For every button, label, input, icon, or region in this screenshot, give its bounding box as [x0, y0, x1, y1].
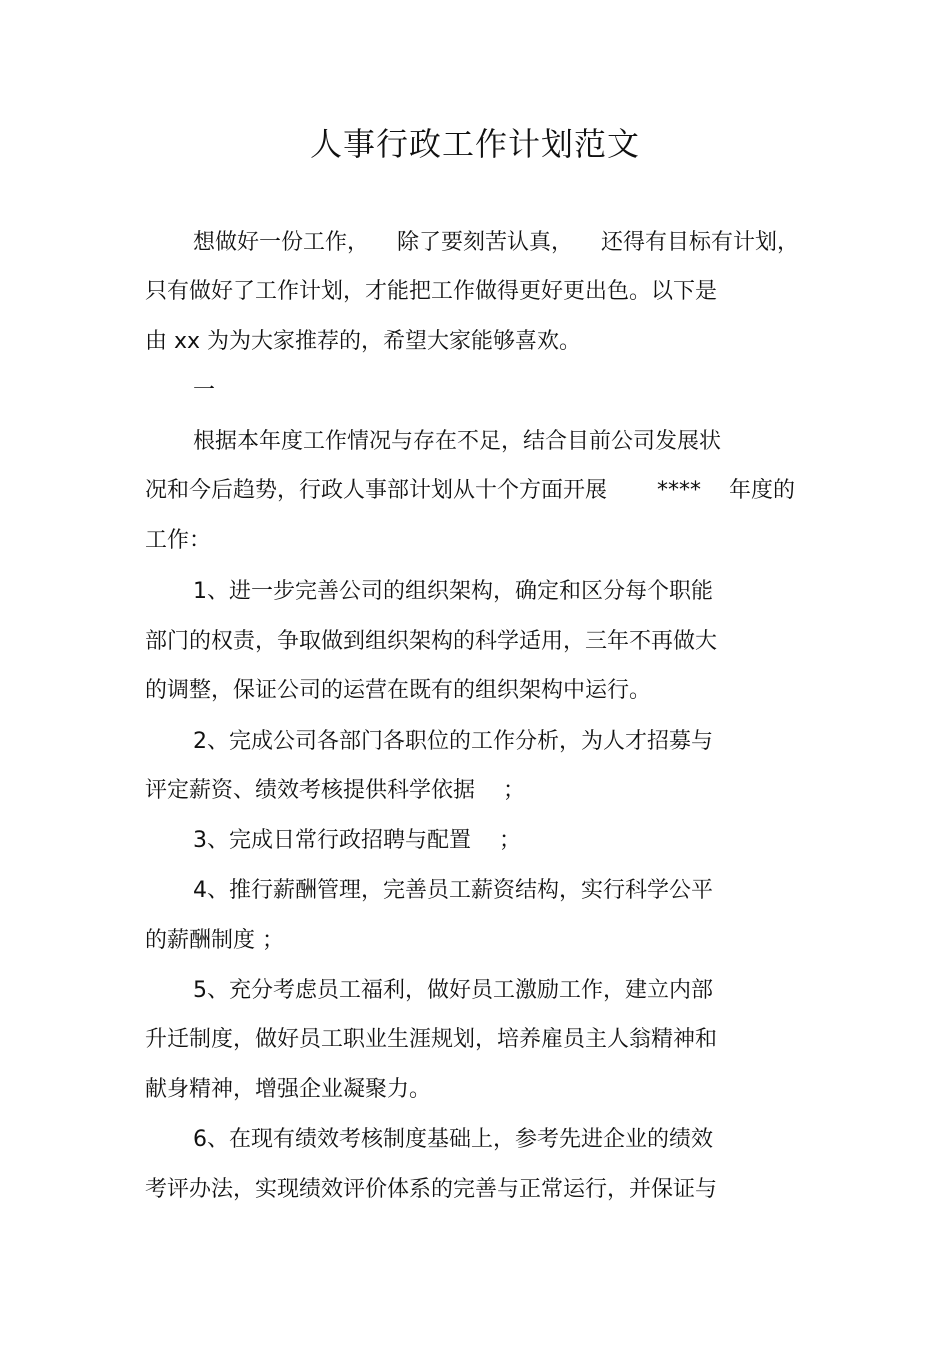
intro-phrase-3: 还得有目标有计划， [601, 230, 800, 255]
intro-phrase-2: 除了要刻苦认真， [397, 230, 574, 255]
lead-line-1: 根据本年度工作情况与存在不足，结合目前公司发展状 [193, 429, 722, 454]
item-2-line-2 [145, 776, 525, 806]
item-6-line-1: 6、在现有绩效考核制度基础上，参考先进企业的绩效 [193, 1127, 713, 1152]
item-3-text: 3、完成日常行政招聘与配置 [193, 828, 471, 853]
item-5-line-3: 献身精神，增强企业凝聚力。 [145, 1077, 432, 1102]
item-2-line-1: 2、完成公司各部门各职位的工作分析，为人才招募与 [193, 729, 713, 754]
item-4-line-2: 的薪酬制度 ； [145, 928, 284, 953]
document-title: 人事行政工作计划范文 [309, 125, 640, 163]
item-1-line-2: 部门的权责，争取做到组织架构的科学适用，三年不再做大 [145, 629, 718, 654]
section-marker: 一 [193, 378, 216, 403]
item-5-line-2: 升迁制度，做好员工职业生涯规划，培养雇员主人翁精神和 [145, 1027, 718, 1052]
item-1-line-1: 1、进一步完善公司的组织架构，确定和区分每个职能 [193, 579, 713, 604]
intro-line-2: 只有做好了工作计划，才能把工作做得更好更出色。以下是 [145, 279, 718, 304]
lead-line-3: 工作： [145, 528, 212, 553]
intro-phrase-1: 想做好一份工作， [193, 230, 370, 255]
lead-phrase: 况和今后趋势，行政人事部计划从十个方面开展 [145, 478, 608, 503]
intro-line-3: 由 xx 为为大家推荐的，希望大家能够喜欢。 [145, 329, 582, 354]
item-5-line-1: 5、充分考虑员工福利，做好员工激励工作，建立内部 [193, 978, 713, 1003]
item-1-line-3: 的调整，保证公司的运营在既有的组织架构中运行。 [145, 678, 652, 703]
intro-line-1 [193, 228, 799, 258]
lead-year-suffix: 年度的 [729, 478, 796, 503]
item-2-text: 评定薪资、绩效考核提供科学依据 [145, 778, 476, 803]
item-4-line-1: 4、推行薪酬管理，完善员工薪资结构，实行科学公平 [193, 878, 713, 903]
item-2-semicolon: ； [503, 778, 526, 803]
year-placeholder: **** [657, 478, 702, 503]
item-6-line-2: 考评办法，实现绩效评价体系的完善与正常运行，并保证与 [145, 1177, 718, 1202]
item-3-line-1 [193, 826, 521, 856]
item-3-semicolon: ； [499, 828, 522, 853]
lead-line-2 [145, 476, 795, 506]
